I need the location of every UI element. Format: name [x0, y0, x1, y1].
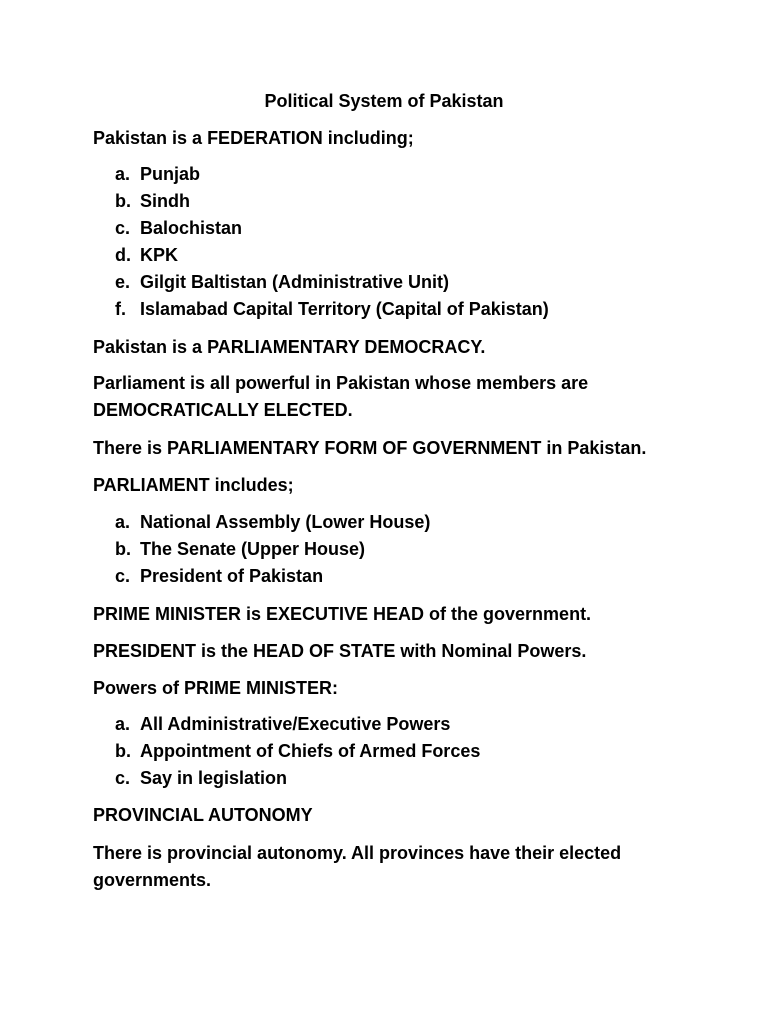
list-item-text: Balochistan [140, 218, 243, 238]
list-marker: b. [115, 191, 131, 211]
list-item [115, 242, 695, 269]
parliament-powerful-line2: DEMOCRATICALLY ELECTED. [93, 400, 353, 420]
list-marker: b. [115, 539, 131, 559]
president-statement: PRESIDENT is the HEAD OF STATE with Nominal Powers. [93, 641, 587, 661]
list-item-text: Appointment of Chiefs of Armed Forces [140, 741, 481, 761]
list-item [115, 269, 695, 296]
list-item-text: The Senate (Upper House) [140, 539, 366, 559]
list-marker: d. [115, 245, 131, 265]
list-item [115, 509, 695, 536]
document-title: Political System of Pakistan [264, 91, 504, 111]
provincial-line2: governments. [93, 870, 212, 890]
list-marker: c. [115, 218, 131, 238]
list-item-text: Gilgit Baltistan (Administrative Unit) [140, 272, 450, 292]
pm-powers-intro: Powers of PRIME MINISTER: [93, 678, 339, 698]
list-item [115, 536, 695, 563]
list-marker: e. [115, 272, 131, 292]
federation-intro: Pakistan is a FEDERATION including; [93, 128, 414, 148]
list-item [115, 563, 695, 590]
parliamentary-form-statement: There is PARLIAMENTARY FORM OF GOVERNMENT in Pakistan. [93, 438, 647, 458]
list-item [115, 161, 695, 188]
list-item [115, 296, 695, 323]
list-item-text: Punjab [140, 164, 201, 184]
list-marker: b. [115, 741, 131, 761]
list-item-text: Sindh [140, 191, 190, 211]
list-item-text: All Administrative/Executive Powers [140, 714, 451, 734]
list-item [115, 188, 695, 215]
list-item-text: Say in legislation [140, 768, 288, 788]
list-item-text: National Assembly (Lower House) [140, 512, 431, 532]
provincial-heading: PROVINCIAL AUTONOMY [93, 805, 313, 825]
democracy-statement: Pakistan is a PARLIAMENTARY DEMOCRACY. [93, 337, 486, 357]
list-item-text: Islamabad Capital Territory (Capital of Pakistan) [140, 299, 549, 319]
parliament-parts-list [115, 509, 695, 590]
list-marker: c. [115, 566, 131, 586]
list-marker: a. [115, 714, 131, 734]
list-marker: a. [115, 164, 131, 184]
list-item [115, 215, 695, 242]
list-marker: f. [115, 299, 126, 319]
parliament-powerful-line1: Parliament is all powerful in Pakistan whose members are [93, 373, 589, 393]
list-item [115, 711, 695, 738]
prime-minister-statement: PRIME MINISTER is EXECUTIVE HEAD of the government. [93, 604, 592, 624]
list-marker: c. [115, 768, 131, 788]
list-item-text: President of Pakistan [140, 566, 324, 586]
provincial-line1: There is provincial autonomy. All provinces have their elected [93, 843, 622, 863]
list-item [115, 765, 695, 792]
list-item [115, 738, 695, 765]
list-marker: a. [115, 512, 131, 532]
federation-units-list [115, 161, 695, 323]
parliament-intro: PARLIAMENT includes; [93, 475, 294, 495]
pm-powers-list [115, 711, 695, 792]
list-item-text: KPK [140, 245, 179, 265]
